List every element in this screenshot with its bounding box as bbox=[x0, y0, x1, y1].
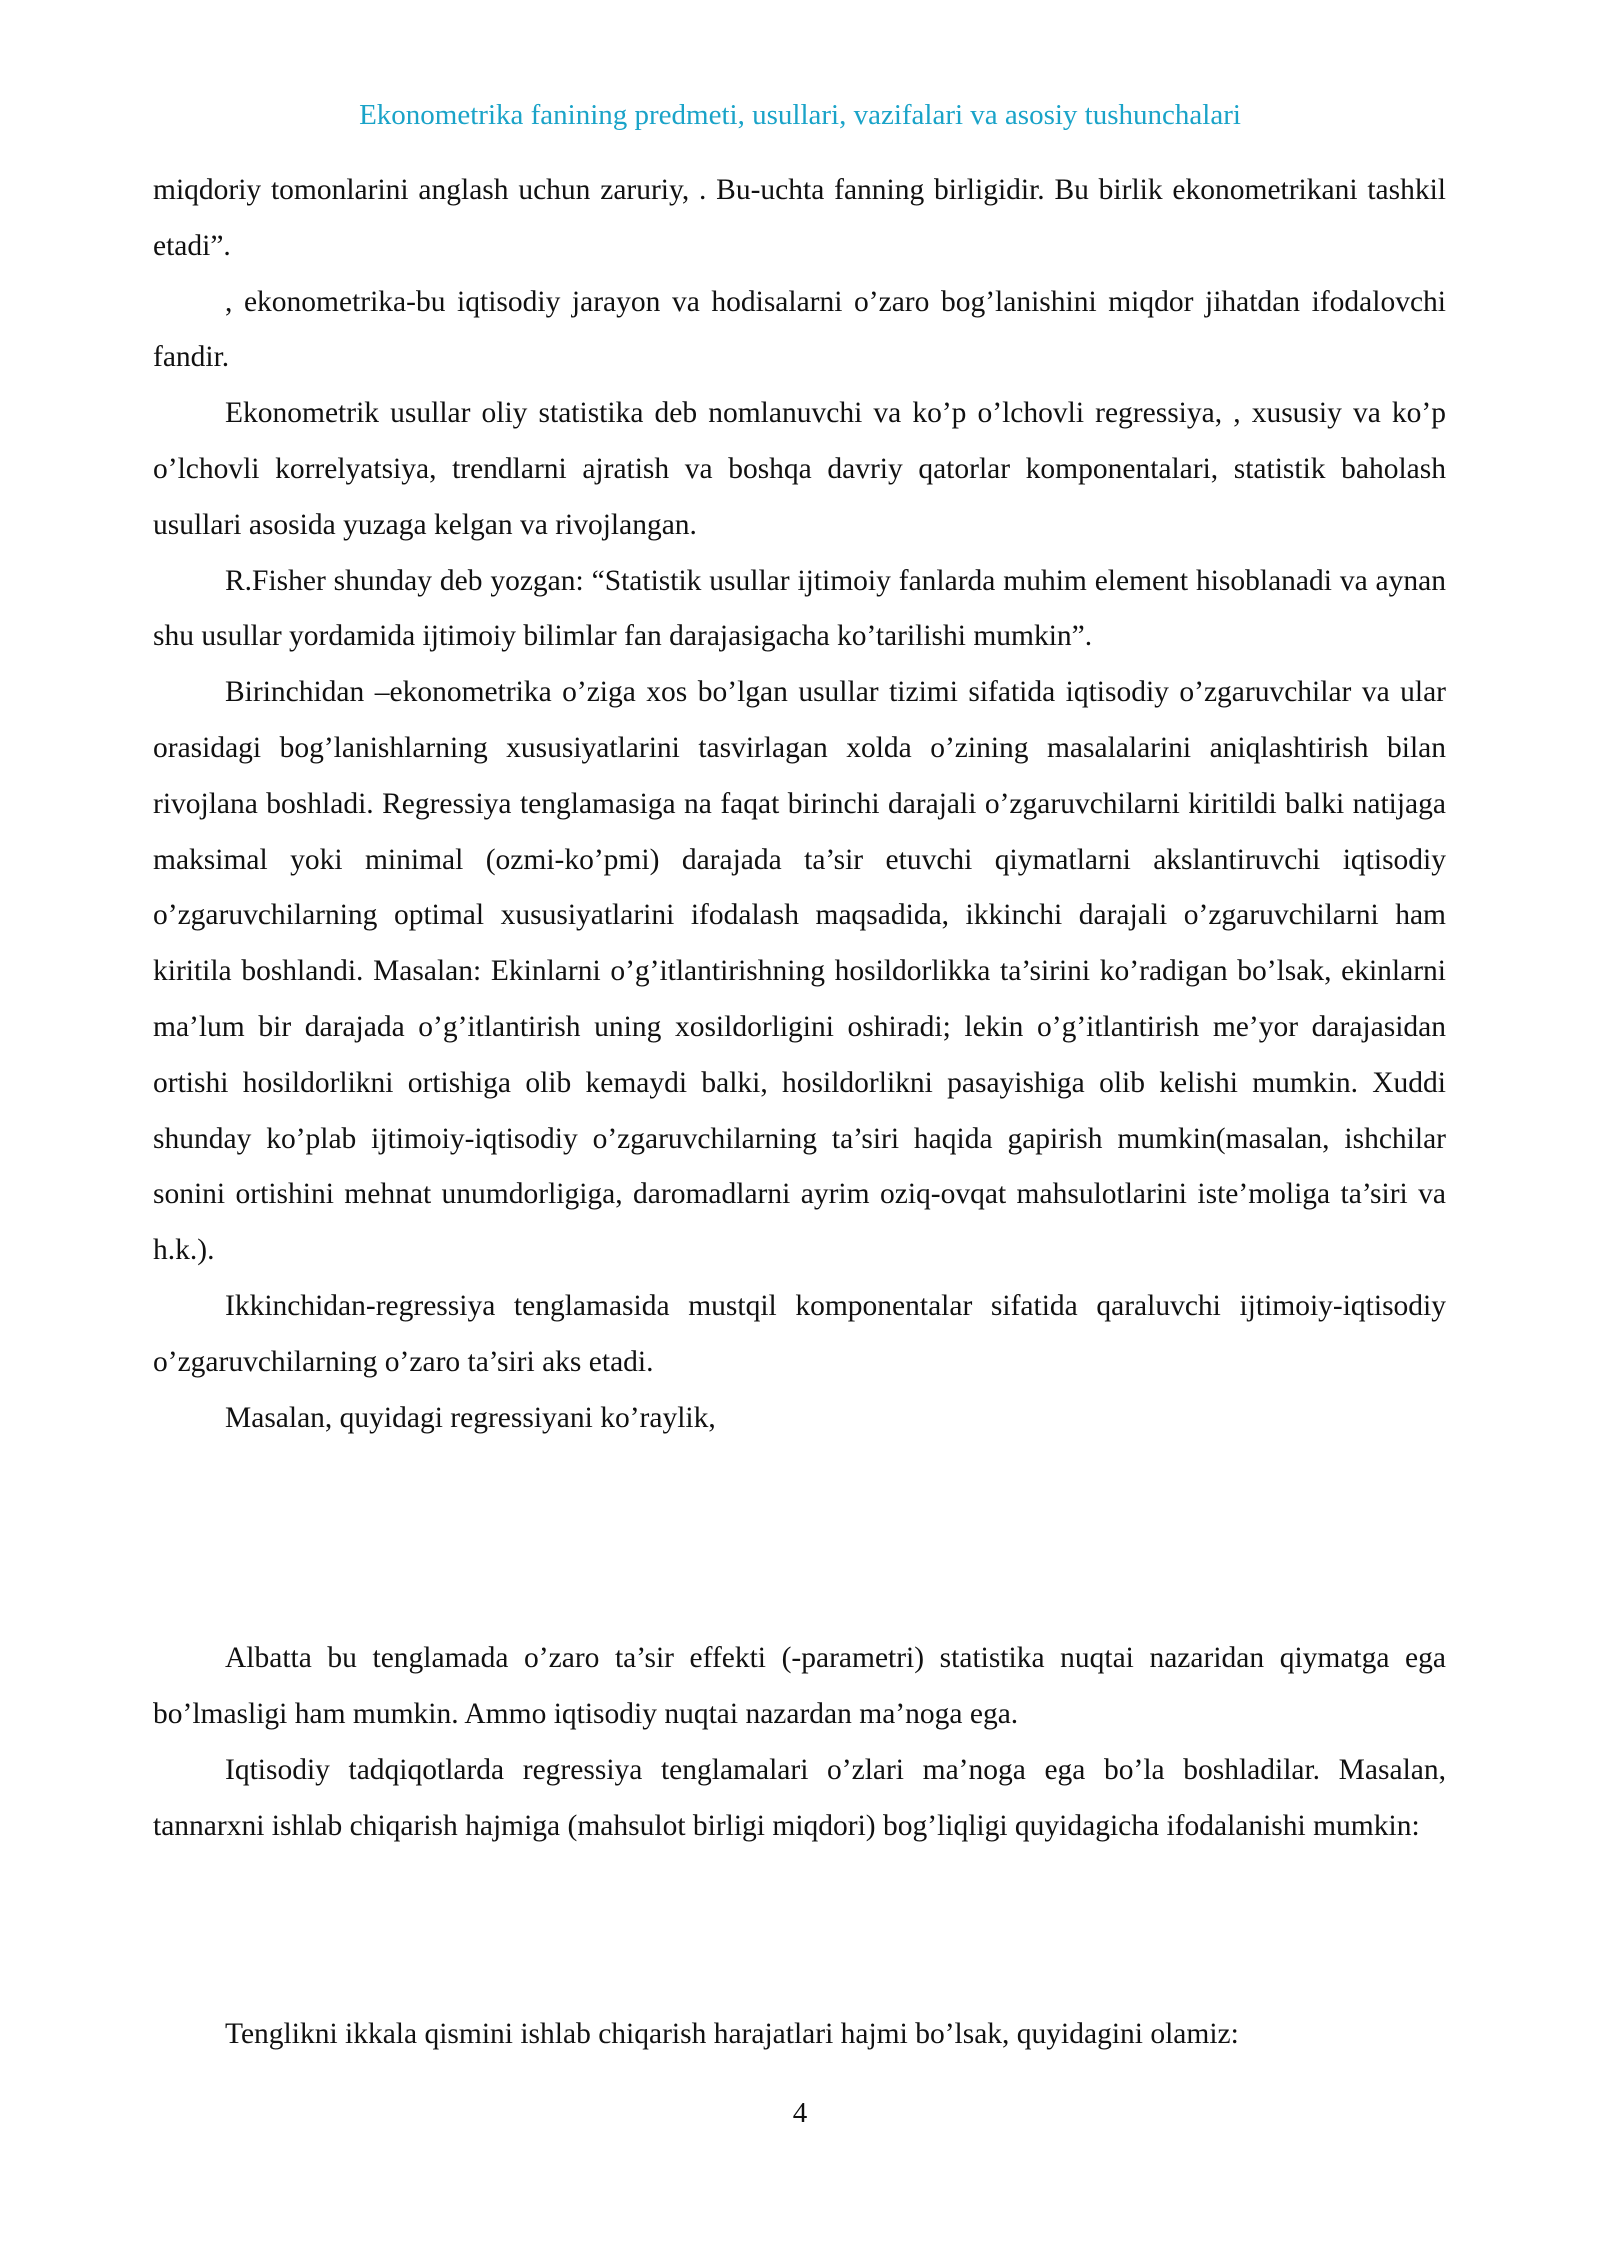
paragraph-1: miqdoriy tomonlarini anglash uchun zaruriy, . Bu-uchta fanning birligidir. Bu birlik ekonometrikani tashkil etadi”. bbox=[153, 174, 1446, 262]
paragraph-7: Masalan, quyidagi regressiyani ko’raylik, bbox=[225, 1401, 716, 1434]
formula-placeholder-1 bbox=[153, 1446, 1446, 1631]
paragraph-3: Ekonometrik usullar oliy statistika deb nomlanuvchi va ko’p o’lchovli regressiya, , xususiy va ko’p o’lchovli korrelyatsiya, trendlarni ajratish va boshqa davriy qatorlar komponentalari, statistik baholash usullari asosida yuzaga kelgan va rivojlangan. bbox=[153, 397, 1446, 541]
paragraph-5: Birinchidan –ekonometrika o’ziga xos bo’lgan usullar tizimi sifatida iqtisodiy o’zgaruvchilar va ular orasidagi bog’lanishlarning xususiyatlarini tasvirlagan xolda o’zining masalalarini aniqlashtirish bilan rivojlana boshladi. Regressiya tenglamasiga na faqat birinchi darajali o’zgaruvchilarni kiritildi balki natijaga maksimal yoki minimal (ozmi-ko’pmi) darajada ta’sir etuvchi qiymatlarni akslantiruvchi iqtisodiy o’zgaruvchilarning optimal xususiyatlarini ifodalash maqsadida, ikkinchi darajali o’zgaruvchilarni ham kiritila boshlandi. Masalan: Ekinlarni o’g’itlantirishning hosildorlikka ta’sirini ko’radigan bo’lsak, ekinlarni ma’lum bir darajada o’g’itlantirish uning xosildorligini oshiradi; lekin o’g’itlantirish me’yor darajasidan ortishi hosildorlikni ortishiga olib kemaydi balki, hosildorlikni pasayishiga olib kelishi mumkin. Xuddi shunday ko’plab ijtimoiy-iqtisodiy o’zgaruvchilarning ta’siri haqida gapirish mumkin(masalan, ishchilar sonini ortishini mehnat unumdorligiga, daromadlarni ayrim oziq-ovqat mahsulotlarini iste’moliga ta’siri va h.k.). bbox=[153, 676, 1446, 1267]
page-number: 4 bbox=[792, 2097, 808, 2129]
paragraph-10: Tenglikni ikkala qismini ishlab chiqarish harajatlari hajmi bo’lsak, quyidagini olamiz: bbox=[225, 2017, 1239, 2050]
paragraph-8: Albatta bu tenglamada o’zaro ta’sir effekti (-parametri) statistika nuqtai nazaridan qiymatga ega bo’lmasligi ham mumkin. Ammo iqtisodiy nuqtai nazardan ma’noga ega. bbox=[153, 1642, 1446, 1731]
paragraph-4: R.Fisher shunday deb yozgan: “Statistik usullar ijtimoiy fanlarda muhim element hisoblanadi va aynan shu usullar yordamida ijtimoiy bilimlar fan darajasigacha ko’tarilishi mumkin”. bbox=[153, 564, 1446, 653]
paragraph-2: , ekonometrika-bu iqtisodiy jarayon va hodisalarni o’zaro bog’lanishini miqdor jihatdan ifodalovchi fandir. bbox=[153, 285, 1446, 374]
paragraph-9: Iqtisodiy tadqiqotlarda regressiya tenglamalari o’zlari ma’noga ega bo’la boshladilar. Masalan, tannarxni ishlab chiqarish hajmiga (mahsulot birligi miqdori) bog’liqligi quyidagicha ifodalanishi mumkin: bbox=[153, 1753, 1446, 1842]
body-text bbox=[153, 163, 1446, 2062]
running-header: Ekonometrika fanining predmeti, usullari, vazifalari va asosiy tushunchalari bbox=[359, 99, 1241, 131]
formula-placeholder-2 bbox=[153, 1855, 1446, 2007]
paragraph-6: Ikkinchidan-regressiya tenglamasida mustqil komponentalar sifatida qaraluvchi ijtimoiy-iqtisodiy o’zgaruvchilarning o’zaro ta’siri aks etadi. bbox=[153, 1289, 1446, 1378]
